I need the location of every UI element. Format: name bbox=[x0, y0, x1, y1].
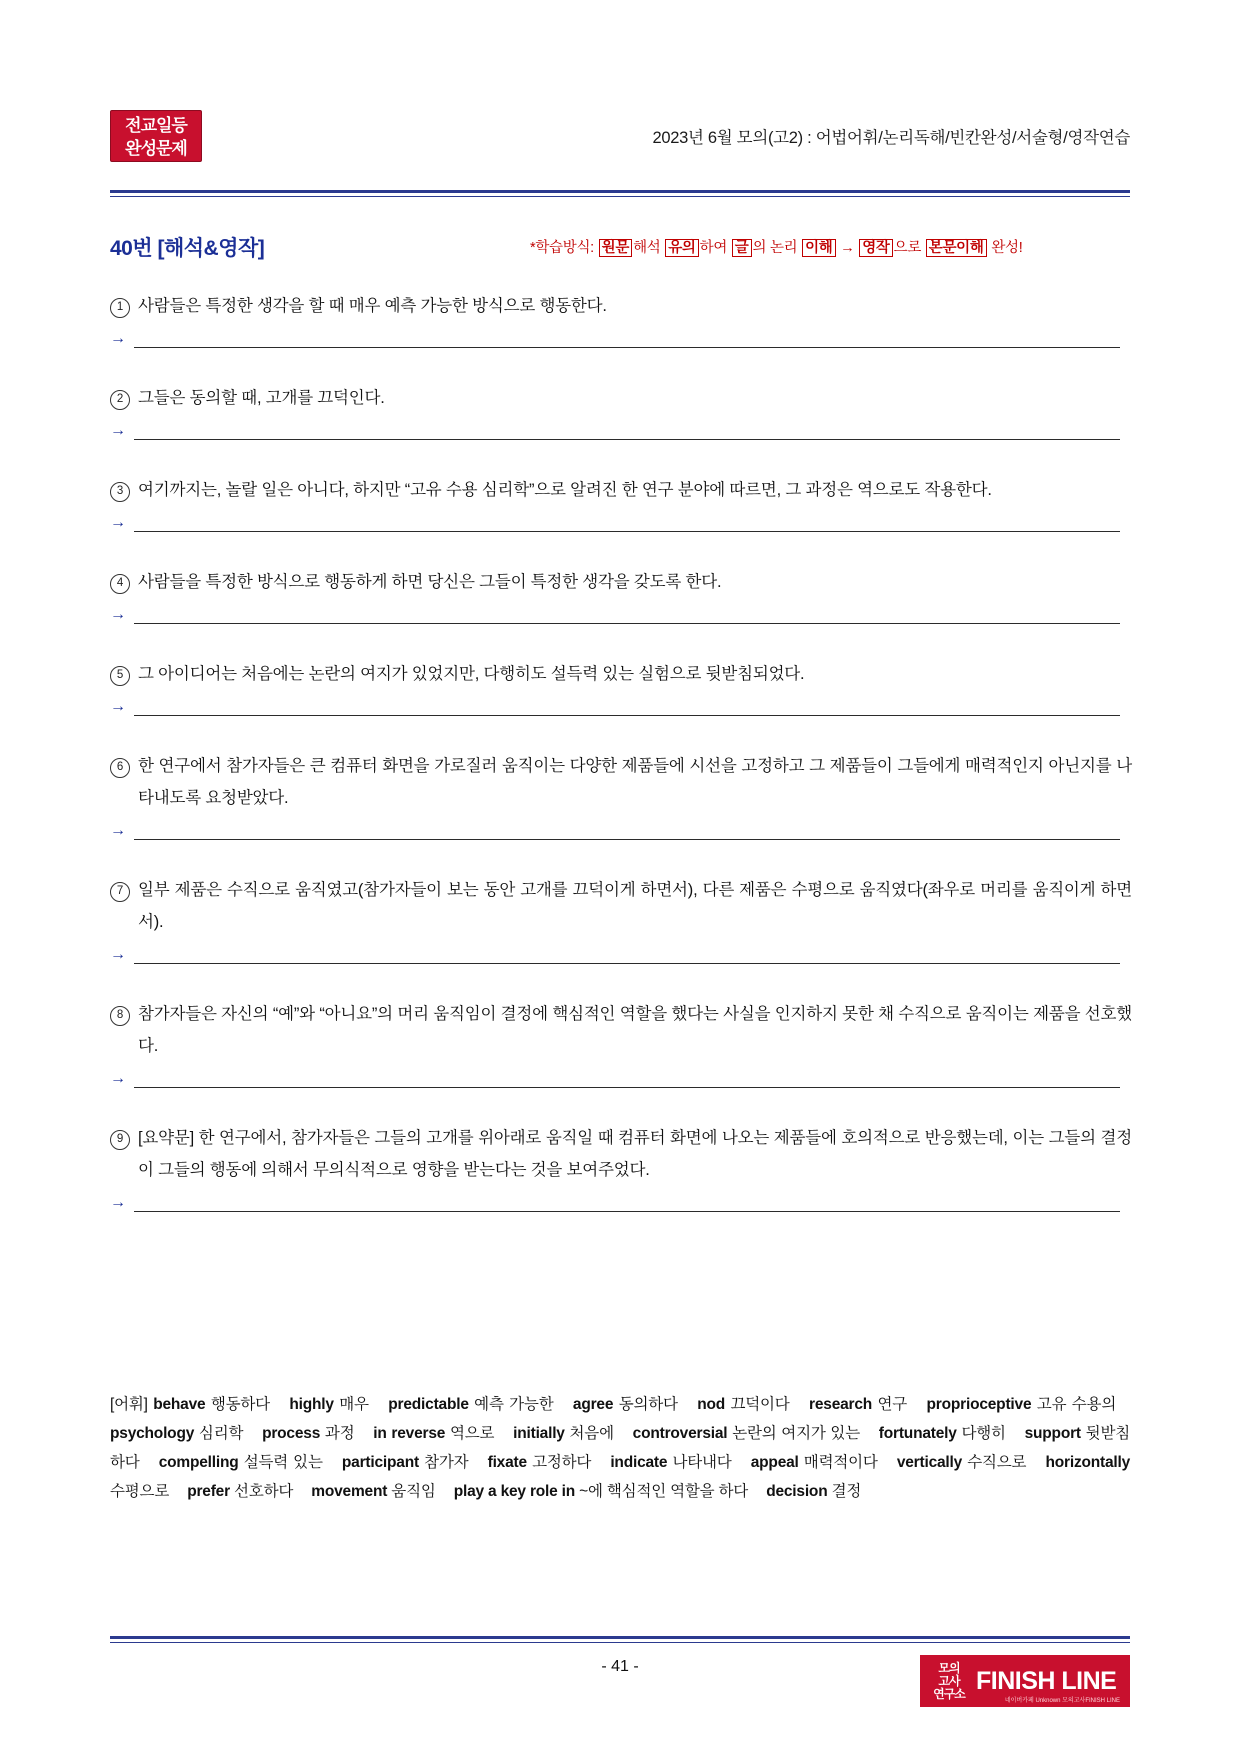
sentence-text: 3 여기까지는, 놀랄 일은 아니다, 하지만 “고유 수용 심리학”으로 알려진 한 연구 분야에 따르면, 그 과정은 역으로도 작용한다. bbox=[110, 474, 1132, 506]
sentence-number: 9 bbox=[110, 1130, 130, 1150]
answer-write-line[interactable] bbox=[110, 602, 1132, 636]
sentence-text: 9 [요약문] 한 연구에서, 참가자들은 그들의 고개를 위아래로 움직일 때 컴퓨터 화면에 나오는 제품들에 호의적으로 반응했는데, 이는 그들의 결정이 그들의 행동에 의해서 무의식적으로 영향을 받는다는 것을 보여주었다. bbox=[110, 1122, 1132, 1186]
vocabulary-term: nod bbox=[697, 1396, 726, 1413]
vocabulary-meaning: 참가자 bbox=[418, 1454, 469, 1471]
vocabulary-term: participant bbox=[341, 1454, 419, 1471]
study-note-part-3: 하여 bbox=[699, 240, 731, 256]
answer-write-line[interactable] bbox=[110, 1066, 1132, 1100]
sentence-item bbox=[110, 998, 1132, 1122]
vocabulary-entry bbox=[454, 1483, 748, 1500]
vocabulary-entry bbox=[488, 1454, 592, 1471]
vocabulary-entry bbox=[153, 1396, 270, 1413]
study-note-part-1: 해석 bbox=[633, 240, 665, 256]
vocabulary-entry bbox=[927, 1396, 1117, 1413]
vocabulary-entry bbox=[879, 1425, 1006, 1442]
vocabulary-entry bbox=[388, 1396, 553, 1413]
item-spacer bbox=[110, 1224, 1132, 1246]
study-note-part-4: 글 bbox=[732, 239, 752, 257]
arrow-icon: → bbox=[110, 606, 126, 623]
sentence-item bbox=[110, 658, 1132, 750]
vocabulary-entry bbox=[809, 1396, 907, 1413]
answer-rule bbox=[134, 1087, 1120, 1088]
vocabulary-term: psychology bbox=[110, 1425, 195, 1442]
sentence-number: 1 bbox=[110, 298, 130, 318]
vocabulary-term: indicate bbox=[610, 1454, 668, 1471]
sentence-text: 2 그들은 동의할 때, 고개를 끄덕인다. bbox=[110, 382, 1132, 414]
item-spacer bbox=[110, 452, 1132, 474]
vocabulary-term: process bbox=[262, 1425, 321, 1442]
vocabulary-term: research bbox=[809, 1396, 873, 1413]
vocabulary-entry bbox=[159, 1454, 323, 1471]
vocabulary-meaning: 나타내다 bbox=[667, 1454, 732, 1471]
item-spacer bbox=[110, 728, 1132, 750]
sentence-number: 7 bbox=[110, 882, 130, 902]
vocabulary-meaning: 선호하다 bbox=[229, 1483, 294, 1500]
vocabulary-term: behave bbox=[153, 1396, 206, 1413]
arrow-icon: → bbox=[110, 946, 126, 963]
vocabulary-entry bbox=[697, 1396, 789, 1413]
sentence-text: 5 그 아이디어는 처음에는 논란의 여지가 있었지만, 다행히도 설득력 있는 실험으로 뒷받침되었다. bbox=[110, 658, 1132, 690]
vocabulary-entry bbox=[311, 1483, 435, 1500]
sentence-text: 7 일부 제품은 수직으로 움직였고(참가자들이 보는 동안 고개를 끄덕이게 하면서), 다른 제품은 수평으로 움직였다(좌우로 머리를 움직이게 하면서). bbox=[110, 874, 1132, 938]
study-note-part-2: 유의 bbox=[665, 239, 698, 257]
header-divider bbox=[110, 190, 1130, 193]
sentence-item bbox=[110, 1122, 1132, 1246]
page-title: 40번 [해석&영작] bbox=[110, 237, 265, 260]
vocabulary-meaning: 뒷받침하다 bbox=[110, 1425, 1131, 1471]
vocabulary-term: highly bbox=[289, 1396, 334, 1413]
arrow-icon: → bbox=[110, 422, 126, 439]
study-note-part-9: 으로 bbox=[893, 240, 925, 256]
vocabulary-entry bbox=[513, 1425, 614, 1442]
arrow-icon: → bbox=[110, 822, 126, 839]
answer-rule bbox=[134, 963, 1120, 964]
vocabulary-term: proprioceptive bbox=[926, 1396, 1032, 1413]
item-spacer bbox=[110, 976, 1132, 998]
sentence-number: 3 bbox=[110, 482, 130, 502]
vocabulary-meaning: 끄덕이다 bbox=[725, 1396, 790, 1413]
vocabulary-entry bbox=[897, 1454, 1026, 1471]
vocabulary-meaning: 고유 수용의 bbox=[1031, 1396, 1117, 1413]
vocabulary-meaning: 설득력 있는 bbox=[238, 1454, 323, 1471]
vocabulary-meaning: 역으로 bbox=[445, 1425, 495, 1442]
vocabulary-meaning: 동의하다 bbox=[613, 1396, 678, 1413]
vocabulary-term: appeal bbox=[750, 1454, 799, 1471]
answer-write-line[interactable] bbox=[110, 694, 1132, 728]
answer-rule bbox=[134, 1211, 1120, 1212]
study-note-parts bbox=[598, 240, 1023, 256]
vocabulary-term: play a key role in bbox=[453, 1483, 576, 1500]
vocabulary-meaning: 행동하다 bbox=[205, 1396, 270, 1413]
item-spacer bbox=[110, 852, 1132, 874]
vocabulary-meaning: 연구 bbox=[872, 1396, 908, 1413]
brand-logo-line1: 전교일등 bbox=[125, 116, 187, 135]
footer-logo-subtext: 네이버카페 Unknown 모의고사FINISH LINE bbox=[1004, 1698, 1120, 1704]
vocabulary-term: decision bbox=[766, 1483, 828, 1500]
answer-write-line[interactable] bbox=[110, 942, 1132, 976]
sentence-number: 8 bbox=[110, 1006, 130, 1026]
answer-rule bbox=[134, 715, 1120, 716]
item-spacer bbox=[110, 544, 1132, 566]
vocabulary-entry bbox=[751, 1454, 878, 1471]
vocabulary-entry bbox=[289, 1396, 368, 1413]
vocabulary-meaning: 움직임 bbox=[387, 1483, 436, 1500]
vocabulary-term: predictable bbox=[388, 1396, 469, 1413]
vocabulary-meaning: ~에 핵심적인 역할을 하다 bbox=[575, 1483, 749, 1500]
vocabulary-entry bbox=[187, 1483, 293, 1500]
footer-divider bbox=[110, 1636, 1130, 1639]
page-number: - 41 - bbox=[601, 1658, 639, 1675]
vocabulary-meaning: 예측 가능한 bbox=[468, 1396, 554, 1413]
answer-write-line[interactable] bbox=[110, 418, 1132, 452]
sentence-item bbox=[110, 566, 1132, 658]
sentence-item bbox=[110, 874, 1132, 998]
vocabulary-term: support bbox=[1024, 1425, 1081, 1442]
sentence-item bbox=[110, 474, 1132, 566]
footer-logo-right: FINISH LINE bbox=[976, 1666, 1117, 1695]
sentence-number: 6 bbox=[110, 758, 130, 778]
study-note-part-5: 의 논리 bbox=[752, 240, 802, 256]
footer-logo-left-line3: 연구소 bbox=[933, 1686, 965, 1701]
vocabulary-entry bbox=[766, 1483, 861, 1500]
vocabulary-meaning: 논란의 여지가 있는 bbox=[727, 1425, 860, 1442]
sentence-number: 5 bbox=[110, 666, 130, 686]
study-note-part-6: 이해 bbox=[802, 239, 835, 257]
study-note-part-8: 영작 bbox=[859, 239, 892, 257]
page-header bbox=[110, 100, 1130, 172]
sentence-item bbox=[110, 290, 1132, 382]
arrow-icon: → bbox=[110, 1194, 126, 1211]
answer-write-line[interactable] bbox=[110, 510, 1132, 544]
vocabulary-term: horizontally bbox=[1045, 1454, 1131, 1471]
study-method-note bbox=[530, 236, 1022, 257]
footer-logo-left-line2: 고사 bbox=[938, 1673, 960, 1688]
study-note-part-0: 원문 bbox=[599, 239, 632, 257]
header-title: 2023년 6월 모의(고2) : 어법어휘/논리독해/빈칸완성/서술형/영작연습 bbox=[652, 129, 1130, 147]
vocabulary-entry bbox=[110, 1425, 243, 1442]
vocabulary-term: agree bbox=[572, 1396, 614, 1413]
answer-rule bbox=[134, 839, 1120, 840]
vocabulary-term: vertically bbox=[896, 1454, 963, 1471]
brand-logo-line2: 완성문제 bbox=[125, 139, 187, 158]
study-note-prefix: *학습방식: bbox=[530, 240, 598, 256]
vocabulary-entry bbox=[573, 1396, 678, 1413]
sentence-text: 8 참가자들은 자신의 “예”와 “아니요”의 머리 움직임이 결정에 핵심적인 역할을 했다는 사실을 인지하지 못한 채 수직으로 움직이는 제품을 선호했다. bbox=[110, 998, 1132, 1062]
vocabulary-meaning: 다행히 bbox=[956, 1425, 1006, 1442]
vocabulary-meaning: 심리학 bbox=[194, 1425, 244, 1442]
sentence-number: 4 bbox=[110, 574, 130, 594]
answer-rule bbox=[134, 439, 1120, 440]
vocabulary-meaning: 처음에 bbox=[564, 1425, 614, 1442]
header-divider-thin bbox=[110, 196, 1130, 197]
vocabulary-meaning: 수직으로 bbox=[962, 1454, 1027, 1471]
vocabulary-entry bbox=[373, 1425, 494, 1442]
vocabulary-meaning: 결정 bbox=[827, 1483, 862, 1500]
study-note-part-7: → bbox=[836, 240, 859, 256]
vocabulary-label: [어휘] bbox=[110, 1396, 148, 1413]
item-spacer bbox=[110, 636, 1132, 658]
study-note-part-10: 본문이해 bbox=[926, 239, 987, 257]
sentence-text: 4 사람들을 특정한 방식으로 행동하게 하면 당신은 그들이 특정한 생각을 갖도록 한다. bbox=[110, 566, 1132, 598]
vocabulary-entry bbox=[262, 1425, 354, 1442]
question-title-row bbox=[110, 232, 1130, 262]
footer-logo bbox=[920, 1655, 1130, 1707]
sentence-list bbox=[110, 290, 1132, 1246]
vocabulary-entries bbox=[110, 1396, 1130, 1500]
item-spacer bbox=[110, 360, 1132, 382]
vocabulary-block bbox=[110, 1390, 1130, 1506]
sentence-number: 2 bbox=[110, 390, 130, 410]
footer-divider-thin bbox=[110, 1642, 1130, 1643]
sentence-item bbox=[110, 750, 1132, 874]
vocabulary-term: fixate bbox=[487, 1454, 527, 1471]
brand-logo bbox=[110, 110, 202, 162]
arrow-icon: → bbox=[110, 1070, 126, 1087]
sentence-text: 1 사람들은 특정한 생각을 할 때 매우 예측 가능한 방식으로 행동한다. bbox=[110, 290, 1132, 322]
vocabulary-term: fortunately bbox=[878, 1425, 957, 1442]
answer-write-line[interactable] bbox=[110, 1190, 1132, 1224]
vocabulary-term: initially bbox=[513, 1425, 565, 1442]
vocabulary-meaning: 수평으로 bbox=[110, 1483, 170, 1500]
vocabulary-term: controversial bbox=[632, 1425, 728, 1442]
vocabulary-term: compelling bbox=[158, 1454, 239, 1471]
vocabulary-meaning: 고정하다 bbox=[526, 1454, 592, 1471]
arrow-icon: → bbox=[110, 698, 126, 715]
arrow-icon: → bbox=[110, 330, 126, 347]
answer-write-line[interactable] bbox=[110, 818, 1132, 852]
answer-rule bbox=[134, 623, 1120, 624]
vocabulary-entry bbox=[342, 1454, 469, 1471]
footer-logo-left-line1: 모의 bbox=[938, 1660, 960, 1675]
vocabulary-term: in reverse bbox=[373, 1425, 446, 1442]
vocabulary-entry bbox=[610, 1454, 731, 1471]
vocabulary-meaning: 과정 bbox=[320, 1425, 355, 1442]
answer-rule bbox=[134, 347, 1120, 348]
vocabulary-meaning: 매력적이다 bbox=[798, 1454, 878, 1471]
sentence-item bbox=[110, 382, 1132, 474]
study-note-part-11: 완성! bbox=[987, 240, 1023, 256]
arrow-icon: → bbox=[110, 514, 126, 531]
vocabulary-term: prefer bbox=[187, 1483, 230, 1500]
answer-write-line[interactable] bbox=[110, 326, 1132, 360]
vocabulary-entry bbox=[633, 1425, 860, 1442]
sentence-text: 6 한 연구에서 참가자들은 큰 컴퓨터 화면을 가로질러 움직이는 다양한 제품들에 시선을 고정하고 그 제품들이 그들에게 매력적인지 아닌지를 나타내도록 요청받았다. bbox=[110, 750, 1132, 814]
footer-logo-left bbox=[928, 1662, 970, 1701]
item-spacer bbox=[110, 1100, 1132, 1122]
answer-rule bbox=[134, 531, 1120, 532]
vocabulary-term: movement bbox=[311, 1483, 388, 1500]
vocabulary-meaning: 매우 bbox=[333, 1396, 369, 1413]
